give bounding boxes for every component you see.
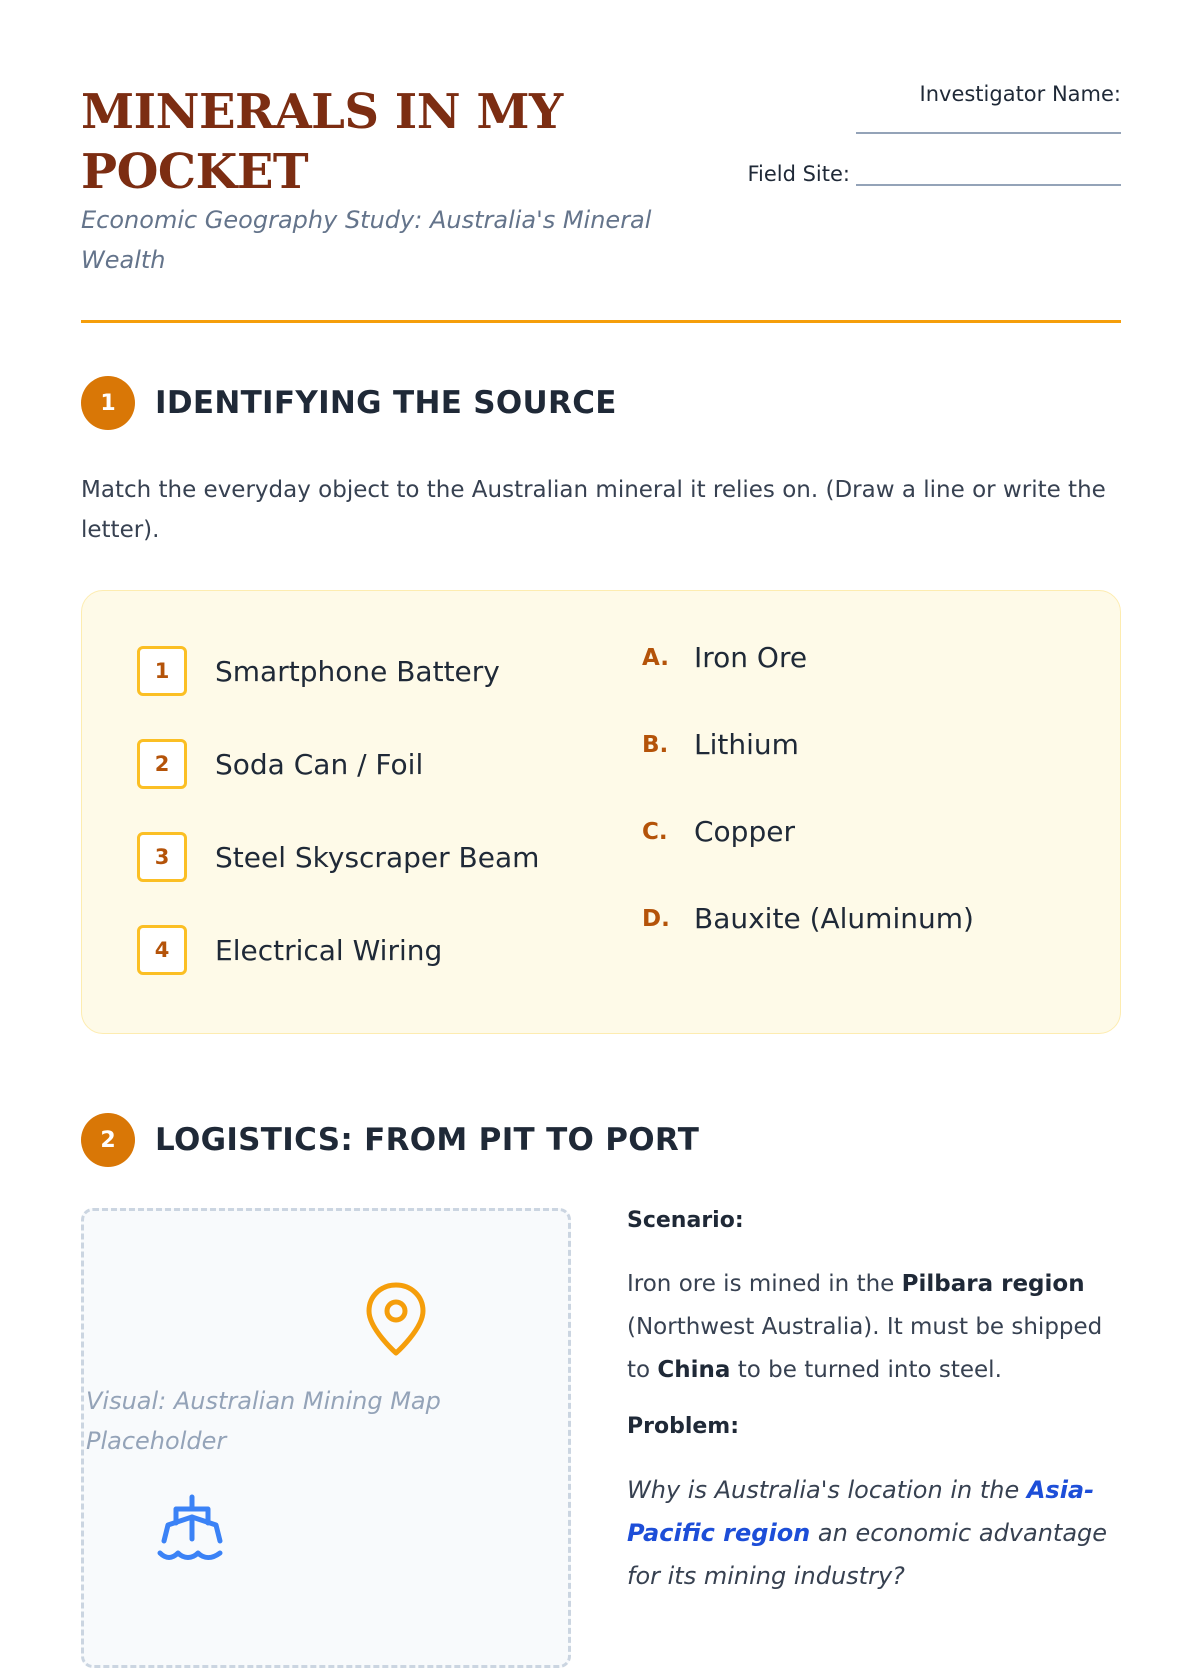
problem-highlight: Asia-Pacific region [627, 1476, 1095, 1547]
mineral-letter: A. [642, 644, 669, 671]
object-number: 1 [137, 646, 187, 696]
object-number: 3 [137, 832, 187, 882]
scenario-highlight: China [657, 1357, 731, 1383]
mineral-label: Lithium [694, 728, 799, 761]
ship-icon [154, 1491, 230, 1567]
map-pin-icon [364, 1281, 428, 1357]
map-caption: Visual: Australian Mining Map Placeholder [86, 1387, 441, 1455]
investigator-name-label: Investigator Name: [919, 82, 1121, 106]
field-site-row [747, 162, 1121, 186]
matching-box [81, 590, 1121, 1034]
section-1-title: IDENTIFYING THE SOURCE [155, 385, 617, 421]
object-label: Steel Skyscraper Beam [215, 840, 540, 874]
problem-text: Why is Australia's location in the Asia-Pacific region an economic advantage for its mining industry? [627, 1476, 1108, 1590]
section-1-number: 1 [81, 376, 135, 430]
mineral-item[interactable] [642, 815, 795, 848]
mineral-label: Copper [694, 815, 795, 848]
object-item[interactable] [137, 646, 500, 696]
mineral-item[interactable] [642, 728, 799, 761]
mineral-item[interactable] [642, 902, 974, 935]
object-item[interactable] [137, 832, 539, 882]
scenario-highlight: Pilbara region [901, 1271, 1085, 1297]
object-label: Smartphone Battery [215, 654, 500, 688]
investigator-name-field[interactable] [856, 132, 1121, 134]
scenario-text: Iron ore is mined in the Pilbara region (Northwest Australia). It must be shipped to China to be turned into steel. [627, 1271, 1103, 1383]
scenario-panel [627, 1208, 1121, 1598]
problem-label: Problem: [627, 1414, 740, 1439]
object-item[interactable] [137, 925, 442, 975]
scenario-label: Scenario: [627, 1208, 744, 1233]
header [81, 82, 1121, 322]
object-item[interactable] [137, 739, 423, 789]
object-number: 2 [137, 739, 187, 789]
object-number: 4 [137, 925, 187, 975]
object-label: Soda Can / Foil [215, 747, 424, 781]
section-2-number: 2 [81, 1113, 135, 1167]
page-title: MINERALS IN MY POCKET [81, 84, 563, 200]
section-2-heading [81, 1113, 699, 1167]
object-label: Electrical Wiring [215, 933, 443, 967]
map-placeholder [81, 1208, 571, 1668]
mineral-item[interactable] [642, 641, 807, 674]
section-2-title: LOGISTICS: FROM PIT TO PORT [155, 1122, 700, 1158]
mineral-label: Iron Ore [694, 641, 808, 674]
mineral-letter: D. [642, 905, 670, 932]
worksheet-page [81, 0, 1121, 1600]
field-site-field[interactable] [856, 164, 1121, 186]
mineral-letter: C. [642, 818, 668, 845]
section-1-heading [81, 376, 617, 430]
mineral-letter: B. [642, 731, 669, 758]
header-divider [81, 320, 1121, 323]
section-1-instructions: Match the everyday object to the Australian mineral it relies on. (Draw a line or write the letter). [81, 477, 1106, 543]
page-subtitle: Economic Geography Study: Australia's Mineral Wealth [81, 206, 652, 274]
field-site-label: Field Site: [747, 162, 850, 186]
mineral-label: Bauxite (Aluminum) [694, 902, 974, 935]
